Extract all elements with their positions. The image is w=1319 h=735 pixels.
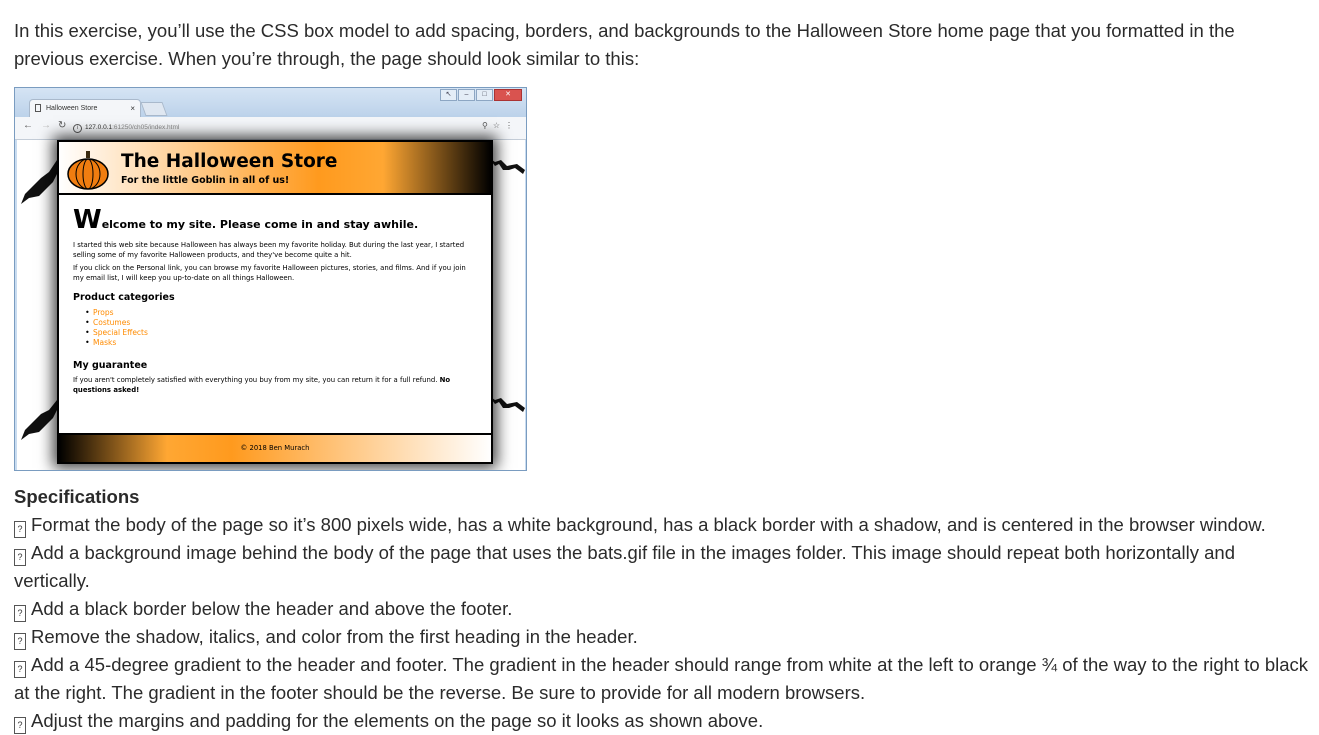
page-icon (35, 104, 41, 112)
site-title: The Halloween Store (121, 151, 338, 172)
new-tab-button (140, 102, 167, 116)
unknown-glyph-icon: ? (14, 633, 26, 650)
spec-item (14, 707, 1314, 735)
unknown-glyph-icon: ? (14, 549, 26, 566)
address-bar (73, 120, 493, 135)
category-link[interactable]: • Special Effects (85, 328, 477, 338)
page-header (59, 142, 491, 195)
reload-icon: ↻ (58, 120, 67, 131)
pumpkin-logo (66, 150, 110, 190)
spec-text: Add a black border below the header and above the footer. (31, 598, 513, 619)
halloween-page (57, 140, 493, 464)
guarantee-heading: My guarantee (73, 360, 148, 371)
spec-item (14, 539, 1314, 595)
tab-close-icon: × (130, 104, 135, 113)
spec-text: Remove the shadow, italics, and color from the first heading in the header. (31, 626, 638, 647)
forward-arrow-icon: → (41, 120, 51, 131)
browser-viewport (17, 140, 525, 471)
browser-screenshot-figure (14, 87, 527, 471)
bat-image (19, 160, 59, 205)
category-link[interactable]: • Masks (85, 338, 477, 348)
toolbar-icons: ⚲☆⋮ (481, 121, 518, 130)
welcome-heading (73, 205, 477, 235)
spec-text: Add a background image behind the body of the page that uses the bats.gif file in the images folder. This image should repeat both horizontally and vertically. (14, 542, 1235, 591)
browser-title-bar (15, 88, 526, 117)
guarantee-text: If you aren't completely satisfied with everything you buy from my site, you can return it for a full refund. (73, 376, 438, 384)
specifications-heading: Specifications (14, 486, 140, 507)
category-link[interactable]: • Props (85, 308, 477, 318)
close-icon: ✕ (494, 89, 522, 101)
unknown-glyph-icon: ? (14, 605, 26, 622)
spec-item (14, 651, 1314, 707)
unknown-glyph-icon: ? (14, 717, 26, 734)
welcome-text: elcome to my site. Please come in and stay awhile. (101, 218, 419, 231)
unknown-glyph-icon: ? (14, 661, 26, 678)
spec-text: Add a 45-degree gradient to the header and footer. The gradient in the header should range from white at the left to orange ¾ of the way to the right to black at the right. The gradient in the footer should be the reverse. Be sure to provide for all modern browsers. (14, 654, 1309, 703)
info-icon: i (73, 124, 82, 133)
category-list (85, 308, 477, 348)
maximize-icon: □ (476, 89, 493, 101)
back-arrow-icon: ← (23, 120, 33, 131)
intro-paragraph: In this exercise, you’ll use the CSS box model to add spacing, borders, and backgrounds to the Halloween Store home page that you formatted in the previous exercise. When you’re through, the page should look similar to this: (14, 20, 1235, 69)
bat-image (489, 396, 525, 426)
intro-text-1: I started this web site because Halloween has always been my favorite holiday. But during the last year, I started selling some of my favorite Halloween products, and they've become quite a hit. (73, 241, 465, 259)
tab-title: Halloween Store (46, 105, 98, 112)
site-tagline: For the little Goblin in all of us! (121, 175, 290, 186)
spec-item (14, 595, 1314, 623)
specifications-list (14, 511, 1314, 735)
restore-icon: ↖ (440, 89, 457, 101)
address-path: :61250/ch05/index.html (112, 124, 180, 131)
page-main (59, 195, 491, 395)
minimize-icon: – (458, 89, 475, 101)
guarantee-bold: No questions asked! (73, 376, 451, 394)
address-host: 127.0.0.1 (85, 124, 113, 131)
spec-item (14, 511, 1314, 539)
browser-toolbar (15, 117, 526, 140)
page-footer: © 2018 Ben Murach (59, 433, 491, 462)
categories-heading: Product categories (73, 292, 175, 303)
bat-image (19, 400, 59, 445)
category-link[interactable]: • Costumes (85, 318, 477, 328)
bat-image (489, 158, 525, 188)
intro-text-2: If you click on the Personal link, you can browse my favorite Halloween pictures, stories, and films. And if you join my email list, I will keep you up-to-date on all things Halloween. (73, 264, 466, 282)
browser-tab (29, 99, 141, 117)
welcome-initial: W (73, 205, 102, 235)
spec-text: Format the body of the page so it’s 800 pixels wide, has a white background, has a black border with a shadow, and is centered in the browser window. (31, 514, 1266, 535)
spec-text: Adjust the margins and padding for the elements on the page so it looks as shown above. (31, 710, 764, 731)
guarantee-paragraph (73, 375, 477, 395)
unknown-glyph-icon: ? (14, 521, 26, 538)
window-controls (440, 89, 522, 101)
spec-item (14, 623, 1314, 651)
